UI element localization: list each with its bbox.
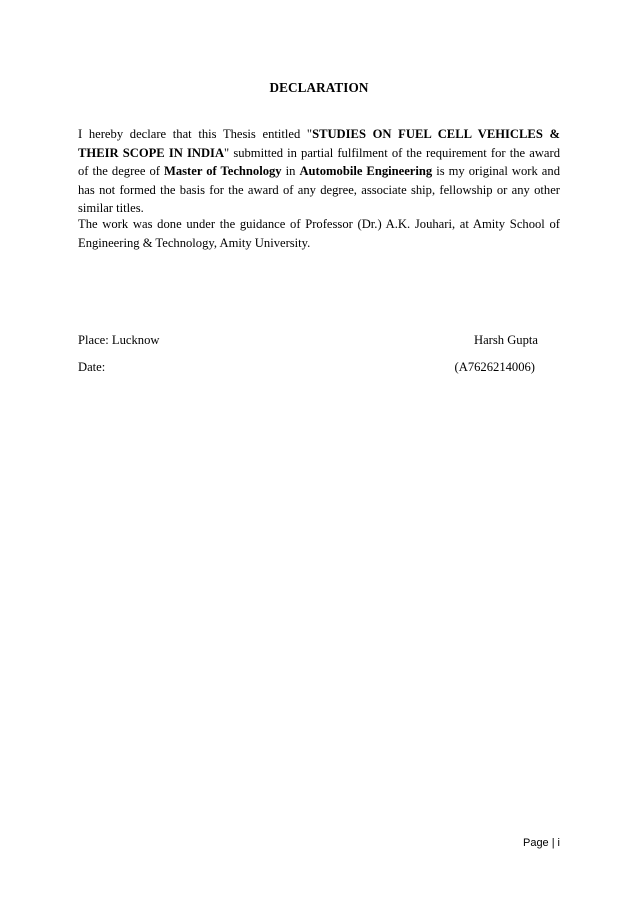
date-row xyxy=(78,358,560,376)
page-number: i xyxy=(557,837,560,849)
paragraph-connector-text: in xyxy=(281,164,300,178)
place-row xyxy=(78,331,560,349)
thesis-title: STUDIES ON FUEL CELL VEHICLES & THEIR SCOPE IN INDIA xyxy=(78,127,560,160)
degree-name: Master of Technology xyxy=(163,164,282,178)
enrollment-number: (A7626214006) xyxy=(454,360,535,374)
page-label: Page xyxy=(522,837,549,849)
paragraph-outro-text: is my original work and has not formed the basis for the award of any degree, associate ship, fellowship or any other similar titles. xyxy=(78,164,560,215)
page-footer xyxy=(523,836,560,850)
date-label: Date: xyxy=(78,360,106,374)
paragraph-intro-text: I hereby declare that this Thesis entitled " xyxy=(78,127,313,141)
declaration-paragraph xyxy=(78,125,560,218)
author-name: Harsh Gupta xyxy=(473,333,538,347)
page-title: DECLARATION xyxy=(269,80,369,95)
paragraph-mid-text: " submitted in partial fulfilment of the requirement for the award of the degree of xyxy=(78,145,560,178)
page-separator: | xyxy=(551,837,555,849)
place-label: Place: Lucknow xyxy=(78,333,160,347)
discipline-name: Automobile Engineering xyxy=(299,164,433,178)
guidance-paragraph: The work was done under the guidance of Professor (Dr.) A.K. Jouhari, at Amity School of Engineering & Technology, Amity University. xyxy=(78,217,560,250)
